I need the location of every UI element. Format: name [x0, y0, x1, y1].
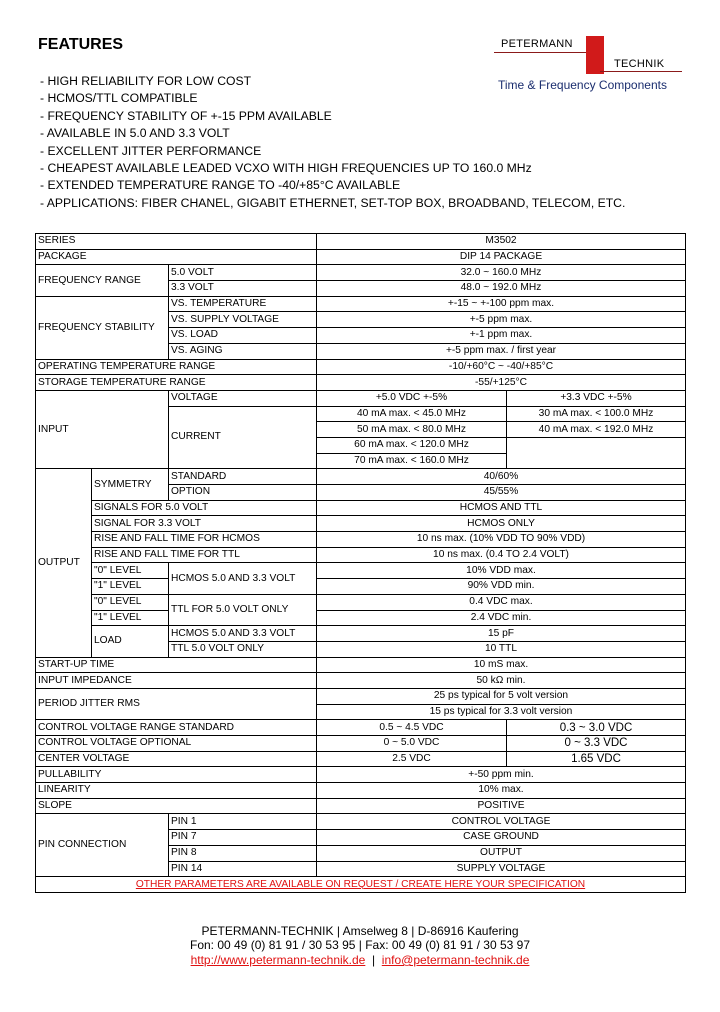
spec-value: 40/60%	[317, 469, 686, 485]
table-row	[36, 579, 686, 595]
spec-sublabel: SIGNAL FOR 3.3 VOLT	[92, 516, 317, 532]
spec-sublabel: "0" LEVEL	[92, 563, 169, 579]
spec-sublabel: SIGNALS FOR 5.0 VOLT	[92, 500, 317, 516]
spec-sublabel: TTL FOR 5.0 VOLT ONLY	[169, 594, 317, 625]
other-parameters-link[interactable]: OTHER PARAMETERS ARE AVAILABLE ON REQUEST / CREATE HERE YOUR SPECIFICATION	[36, 877, 686, 893]
spec-sublabel: RISE AND FALL TIME FOR TTL	[92, 547, 317, 563]
spec-label: INPUT	[36, 390, 169, 468]
table-row	[36, 469, 686, 485]
table-row	[36, 296, 686, 312]
footer-phone: Fon: 00 49 (0) 81 91 / 30 53 95 | Fax: 00 49 (0) 81 91 / 30 53 97	[189, 938, 530, 952]
spec-value: 15 ps typical for 3.3 volt version	[317, 704, 686, 720]
spec-value: 50 kΩ min.	[317, 673, 686, 689]
feature-item: - APPLICATIONS: FIBER CHANEL, GIGABIT ETHERNET, SET-TOP BOX, BROADBAND, TELECOM, ETC.	[40, 195, 626, 210]
spec-value: +-1 ppm max.	[317, 328, 686, 344]
spec-sublabel: OPTION	[169, 485, 317, 501]
logo-rule-top	[494, 52, 590, 53]
spec-sublabel: 3.3 VOLT	[169, 281, 317, 297]
spec-sublabel: VS. TEMPERATURE	[169, 296, 317, 312]
spec-value: 15 pF	[317, 626, 686, 642]
pin-number: PIN 14	[169, 861, 317, 877]
spec-sublabel: RISE AND FALL TIME FOR HCMOS	[92, 532, 317, 548]
table-row	[36, 359, 686, 375]
spec-sublabel: HCMOS 5.0 AND 3.3 VOLT	[169, 626, 317, 642]
spec-sublabel: CURRENT	[169, 406, 317, 469]
page-title: FEATURES	[38, 36, 124, 53]
pin-function: OUTPUT	[317, 845, 686, 861]
table-row	[36, 500, 686, 516]
spec-value: 25 ps typical for 5 volt version	[317, 688, 686, 704]
feature-item: - HIGH RELIABILITY FOR LOW COST	[40, 74, 252, 88]
feature-item: - HCMOS/TTL COMPATIBLE	[40, 91, 198, 106]
spec-sublabel: "1" LEVEL	[92, 610, 169, 626]
spec-sublabel: VS. AGING	[169, 343, 317, 359]
table-row	[36, 563, 686, 579]
spec-value: -10/+60°C ~ -40/+85°C	[317, 359, 686, 375]
footer-separator: |	[365, 953, 382, 967]
specification-table	[35, 233, 686, 893]
spec-value: -55/+125°C	[317, 375, 686, 391]
feature-item: - EXTENDED TEMPERATURE RANGE TO -40/+85°C AVAILABLE	[40, 178, 401, 193]
spec-label: FREQUENCY STABILITY	[36, 296, 169, 359]
spec-value: 10% max.	[317, 783, 686, 799]
spec-value: 10 TTL	[317, 641, 686, 657]
spec-label: OUTPUT	[36, 469, 92, 657]
pin-number: PIN 8	[169, 845, 317, 861]
pin-number: PIN 1	[169, 814, 317, 830]
pin-function: SUPPLY VOLTAGE	[317, 861, 686, 877]
spec-sublabel: VS. SUPPLY VOLTAGE	[169, 312, 317, 328]
spec-value: 2.5 VDC	[317, 751, 507, 767]
spec-value: +3.3 VDC +-5%	[507, 390, 686, 406]
footer-address: PETERMANN-TECHNIK | Amselweg 8 | D-86916 Kaufering	[201, 924, 519, 938]
spec-label: START-UP TIME	[36, 657, 317, 673]
pin-function: CONTROL VOLTAGE	[317, 814, 686, 830]
spec-value: +-50 ppm min.	[317, 767, 686, 783]
spec-value: HCMOS AND TTL	[317, 500, 686, 516]
feature-item: - EXCELLENT JITTER PERFORMANCE	[40, 143, 262, 158]
table-row	[36, 594, 686, 610]
spec-label: LINEARITY	[36, 783, 317, 799]
spec-value: 32.0 ~ 160.0 MHz	[317, 265, 686, 281]
table-row	[36, 736, 686, 752]
table-row	[36, 751, 686, 767]
spec-sublabel: VOLTAGE	[169, 390, 317, 406]
feature-item: - FREQUENCY STABILITY OF +-15 PPM AVAILABLE	[40, 108, 332, 123]
table-row	[36, 390, 686, 406]
spec-value: +-5 ppm max.	[317, 312, 686, 328]
spec-label: CENTER VOLTAGE	[36, 751, 317, 767]
table-row	[36, 877, 686, 893]
spec-value: 50 mA max. < 80.0 MHz	[317, 422, 507, 438]
table-row	[36, 265, 686, 281]
spec-value: 2.4 VDC min.	[317, 610, 686, 626]
spec-value: 40 mA max. < 192.0 MHz	[507, 422, 686, 438]
empty-cell	[507, 437, 686, 468]
table-row	[36, 720, 686, 736]
spec-label: OPERATING TEMPERATURE RANGE	[36, 359, 317, 375]
spec-value: 40 mA max. < 45.0 MHz	[317, 406, 507, 422]
table-row	[36, 610, 686, 626]
spec-value: 0 ~ 5.0 VDC	[317, 736, 507, 752]
spec-value: 10% VDD max.	[317, 563, 686, 579]
spec-label: PIN CONNECTION	[36, 814, 169, 877]
spec-value: POSITIVE	[317, 798, 686, 814]
spec-label: SLOPE	[36, 798, 317, 814]
spec-value: 10 ns max. (10% VDD TO 90% VDD)	[317, 532, 686, 548]
table-row	[36, 673, 686, 689]
website-link[interactable]: http://www.petermann-technik.de	[190, 953, 366, 967]
table-row	[36, 767, 686, 783]
spec-value: 1.65 VDC	[507, 751, 686, 767]
spec-value: M3502	[317, 234, 686, 250]
spec-value: HCMOS ONLY	[317, 516, 686, 532]
pin-number: PIN 7	[169, 830, 317, 846]
table-row	[36, 547, 686, 563]
spec-sublabel: TTL 5.0 VOLT ONLY	[169, 641, 317, 657]
logo-text-petermann: PETERMANN	[501, 38, 573, 50]
spec-sublabel: STANDARD	[169, 469, 317, 485]
email-link[interactable]: info@petermann-technik.de	[381, 953, 530, 967]
spec-value: 70 mA max. < 160.0 MHz	[317, 453, 507, 469]
spec-value: +-5 ppm max. / first year	[317, 343, 686, 359]
spec-value: 30 mA max. < 100.0 MHz	[507, 406, 686, 422]
spec-value: 0.3 ~ 3.0 VDC	[507, 720, 686, 736]
feature-item: - AVAILABLE IN 5.0 AND 3.3 VOLT	[40, 126, 230, 141]
spec-label: INPUT IMPEDANCE	[36, 673, 317, 689]
spec-sublabel: "1" LEVEL	[92, 579, 169, 595]
table-row	[36, 688, 686, 704]
table-row	[36, 814, 686, 830]
spec-sublabel: VS. LOAD	[169, 328, 317, 344]
table-row	[36, 516, 686, 532]
table-row	[36, 532, 686, 548]
table-row	[36, 626, 686, 642]
footer-links	[0, 953, 720, 967]
spec-value: +-15 ~ +-100 ppm max.	[317, 296, 686, 312]
spec-value: +5.0 VDC +-5%	[317, 390, 507, 406]
pin-function: CASE GROUND	[317, 830, 686, 846]
logo-tagline: Time & Frequency Components	[498, 78, 667, 92]
spec-value: DIP 14 PACKAGE	[317, 249, 686, 265]
logo-text-technik: TECHNIK	[614, 58, 665, 70]
spec-label: PULLABILITY	[36, 767, 317, 783]
spec-value: 10 mS max.	[317, 657, 686, 673]
table-row	[36, 798, 686, 814]
spec-sublabel: SYMMETRY	[92, 469, 169, 500]
spec-value: 10 ns max. (0.4 TO 2.4 VOLT)	[317, 547, 686, 563]
spec-sublabel: LOAD	[92, 626, 169, 657]
spec-label: FREQUENCY RANGE	[36, 265, 169, 296]
spec-value: 0.4 VDC max.	[317, 594, 686, 610]
spec-sublabel: "0" LEVEL	[92, 594, 169, 610]
table-row	[36, 234, 686, 250]
spec-value: 90% VDD min.	[317, 579, 686, 595]
spec-label: CONTROL VOLTAGE RANGE STANDARD	[36, 720, 317, 736]
logo-red-bar	[586, 36, 604, 74]
spec-label: SERIES	[36, 234, 317, 250]
table-row	[36, 783, 686, 799]
spec-label: PACKAGE	[36, 249, 317, 265]
table-row	[36, 249, 686, 265]
logo-rule-bottom	[600, 71, 682, 72]
feature-item: - CHEAPEST AVAILABLE LEADED VCXO WITH HIGH FREQUENCIES UP TO 160.0 MHz	[40, 161, 532, 176]
table-row	[36, 375, 686, 391]
spec-value: 0 ~ 3.3 VDC	[507, 736, 686, 752]
features-list	[40, 73, 625, 212]
spec-value: 45/55%	[317, 485, 686, 501]
table-row	[36, 657, 686, 673]
spec-sublabel: HCMOS 5.0 AND 3.3 VOLT	[169, 563, 317, 594]
spec-label: CONTROL VOLTAGE OPTIONAL	[36, 736, 317, 752]
spec-value: 48.0 ~ 192.0 MHz	[317, 281, 686, 297]
spec-sublabel: 5.0 VOLT	[169, 265, 317, 281]
spec-value: 0.5 ~ 4.5 VDC	[317, 720, 507, 736]
spec-value: 60 mA max. < 120.0 MHz	[317, 437, 507, 453]
spec-label: PERIOD JITTER RMS	[36, 688, 317, 719]
spec-label: STORAGE TEMPERATURE RANGE	[36, 375, 317, 391]
